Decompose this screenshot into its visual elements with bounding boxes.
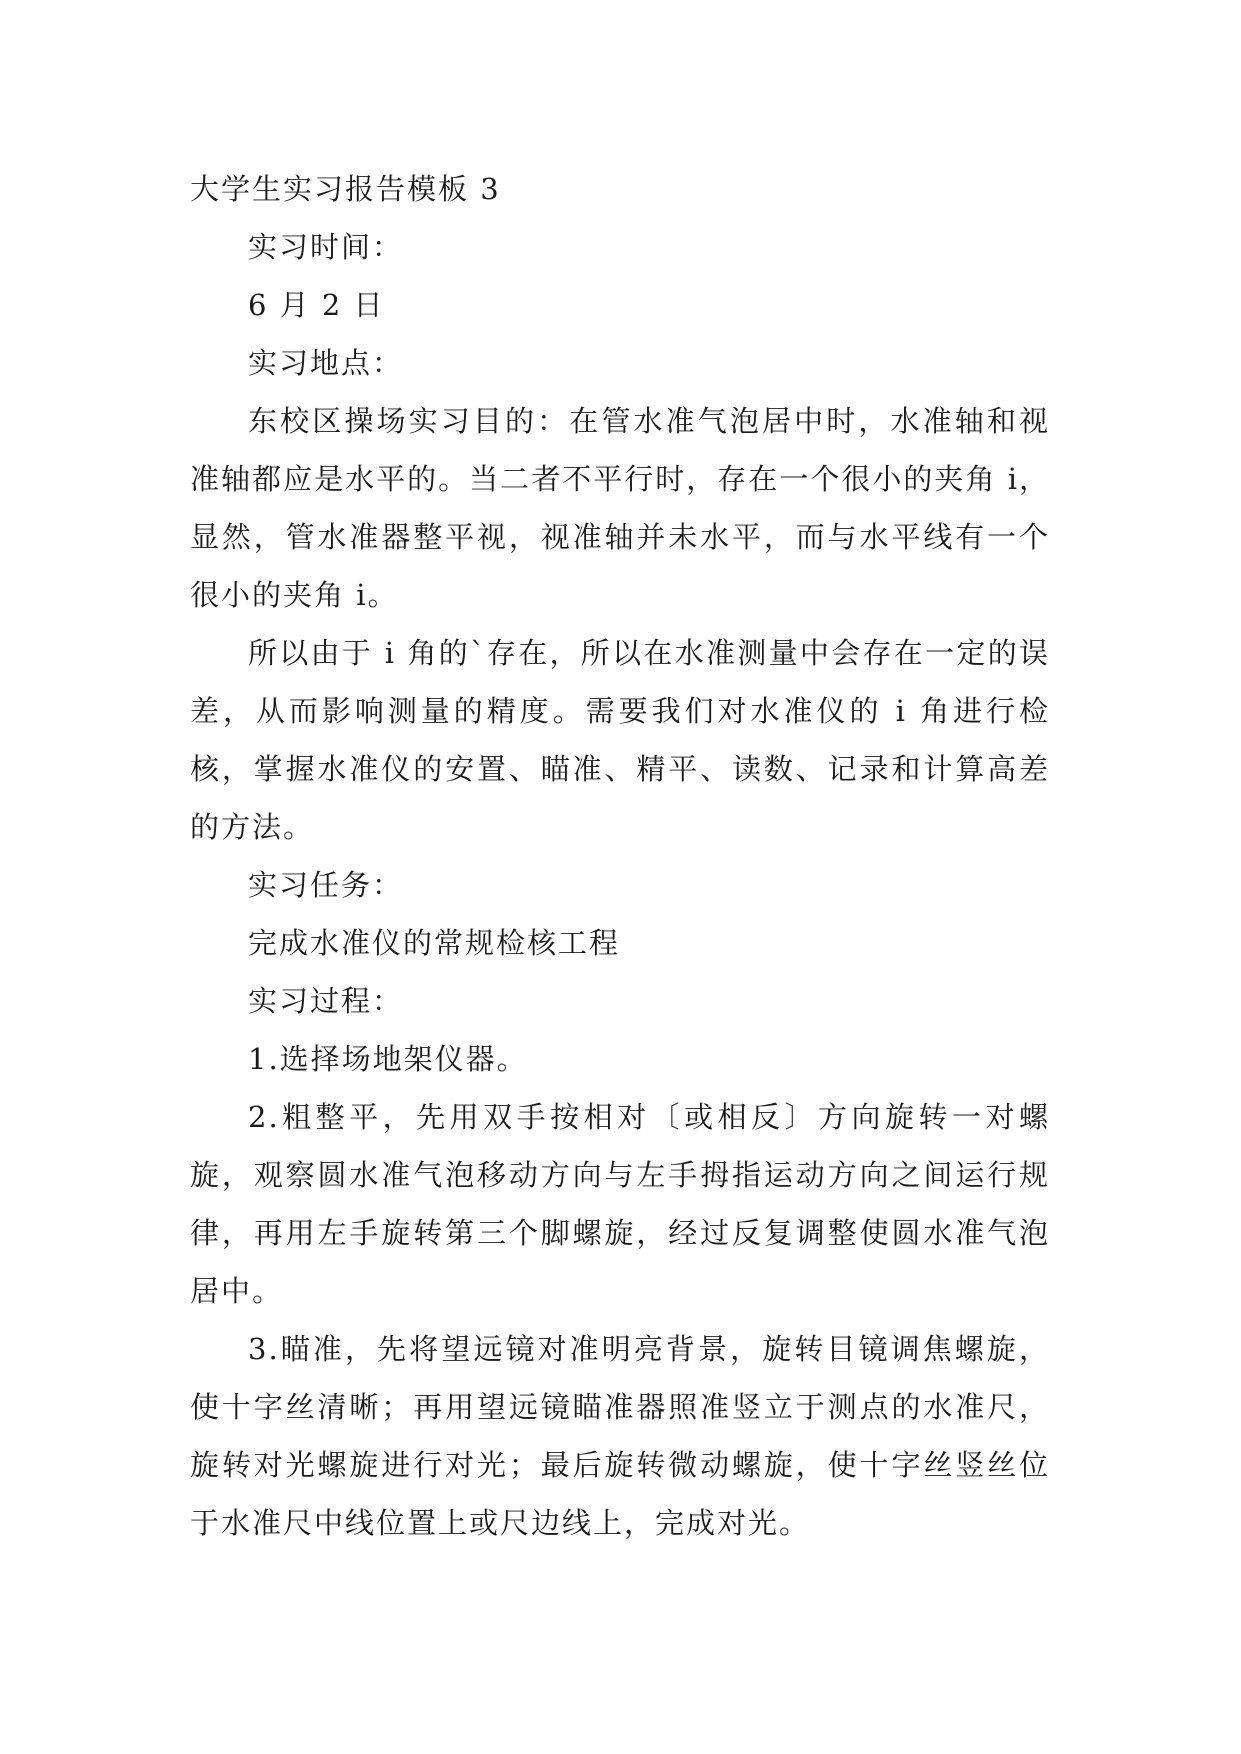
paragraph-internship-task-label: 实习任务： [248,868,404,902]
paragraph-internship-time-label: 实习时间： [248,230,404,264]
paragraph-internship-task: 完成水准仪的常规检核工程 [248,926,621,960]
paragraph-step-1: 1.选择场地架仪器。 [248,1042,528,1076]
document-body [190,160,1050,1552]
paragraph-error-explanation: 所以由于 i 角的`存在，所以在水准测量中会存在一定的误差，从而影响测量的精度。需要我们对水准仪的 i 角进行检核，掌握水准仪的安置、瞄准、精平、读数、记录和计算高差的方法。 [190,636,1050,844]
paragraph-step-3: 3.瞄准，先将望远镜对准明亮背景，旋转目镜调焦螺旋，使十字丝清晰；再用望远镜瞄准器照准竖立于测点的水准尺，旋转对光螺旋进行对光；最后旋转微动螺旋，使十字丝竖丝位于水准尺中线位置上或尺边线上，完成对光。 [190,1332,1050,1540]
paragraph-internship-date: 6 月 2 日 [248,288,385,322]
paragraph-step-2: 2.粗整平，先用双手按相对〔或相反〕方向旋转一对螺旋，观察圆水准气泡移动方向与左手拇指运动方向之间运行规律，再用左手旋转第三个脚螺旋，经过反复调整使圆水准气泡居中。 [190,1100,1050,1308]
document-title: 大学生实习报告模板 3 [190,172,501,206]
paragraph-internship-location-label: 实习地点： [248,346,404,380]
paragraph-location-and-purpose: 东校区操场实习目的：在管水准气泡居中时，水准轴和视准轴都应是水平的。当二者不平行时，存在一个很小的夹角 i，显然，管水准器整平视，视准轴并未水平，而与水平线有一个很小的夹角 i。 [190,404,1050,612]
paragraph-internship-process-label: 实习过程： [248,984,404,1018]
